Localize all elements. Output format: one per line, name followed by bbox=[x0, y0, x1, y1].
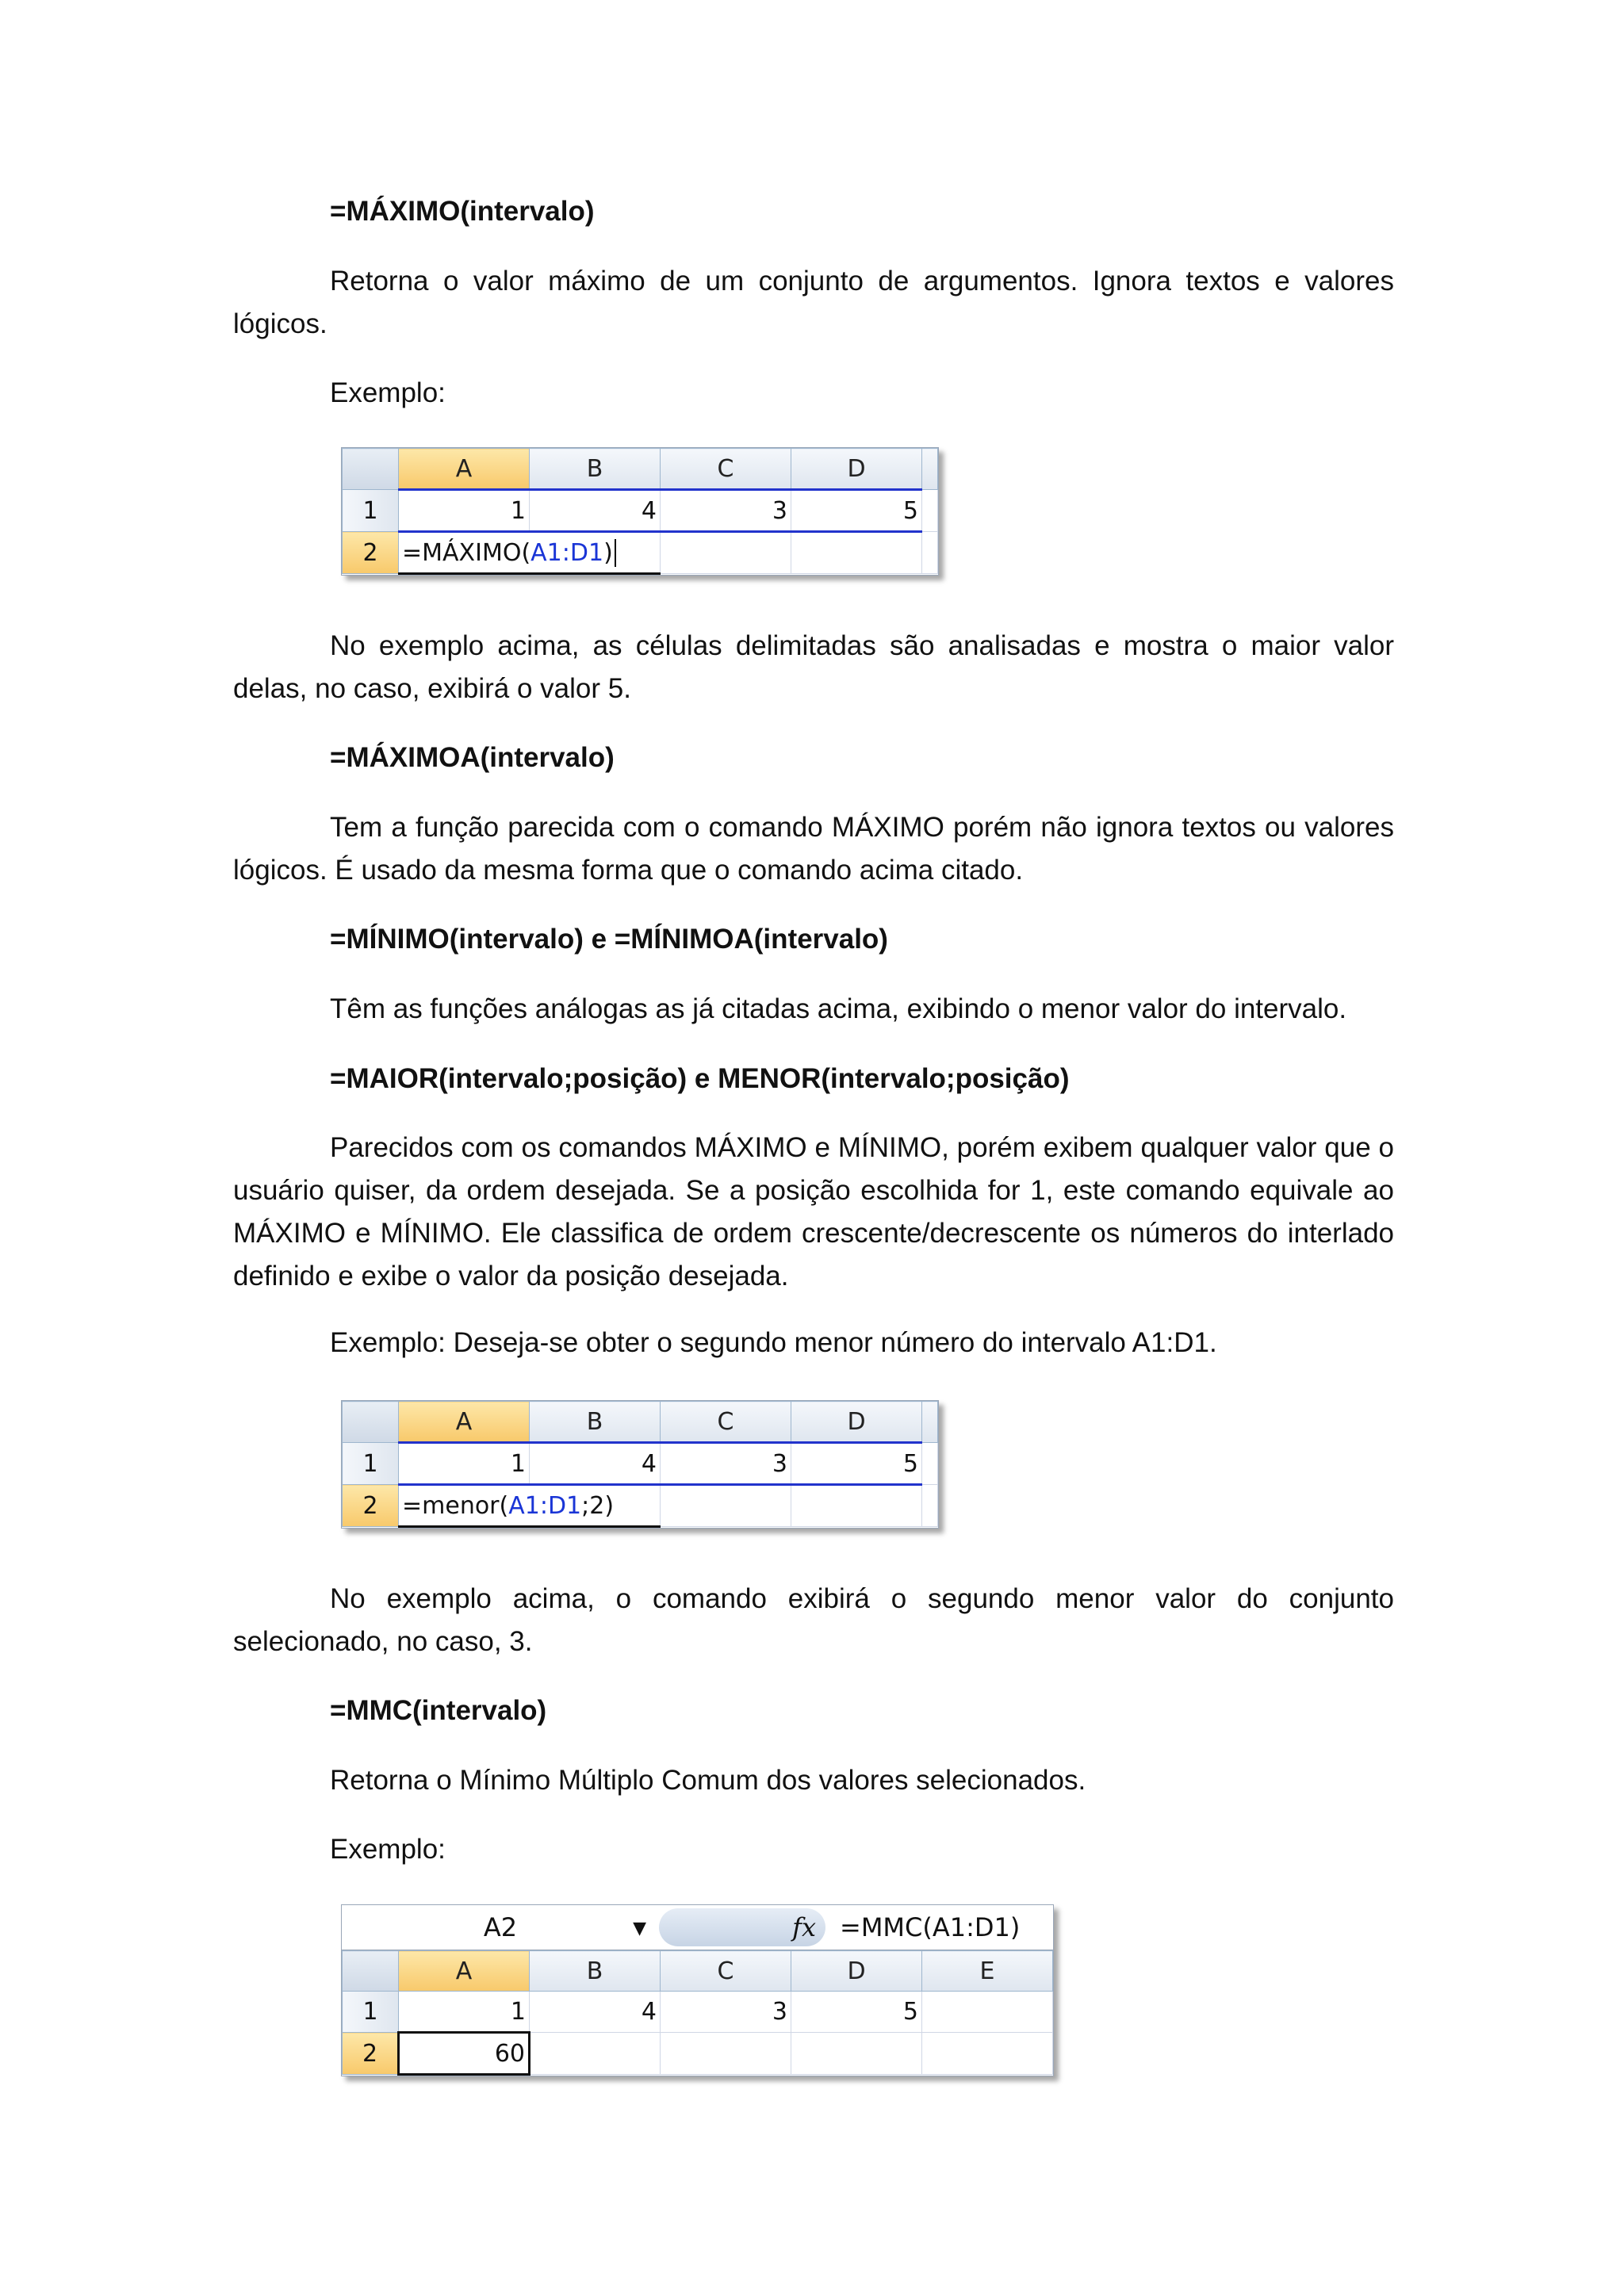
cell-a1[interactable]: 1 bbox=[399, 490, 530, 532]
cell-c2[interactable] bbox=[661, 1485, 791, 1527]
formula-function: =menor( bbox=[402, 1491, 509, 1520]
cell-c1[interactable]: 3 bbox=[661, 490, 791, 532]
cell-e2[interactable] bbox=[922, 1485, 938, 1527]
col-header-a[interactable]: A bbox=[399, 449, 530, 490]
spreadsheet-example-mmc bbox=[341, 1904, 1054, 2076]
paragraph-minimo-desc: Têm as funções análogas as já citadas acima, exibindo o menor valor do intervalo. bbox=[330, 993, 1347, 1024]
exemplo-label: Exemplo: bbox=[330, 377, 446, 408]
heading-maior-menor: =MAIOR(intervalo;posição) e MENOR(intervalo;posição) bbox=[330, 1063, 1070, 1094]
exemplo-mmc-label: Exemplo: bbox=[330, 1834, 446, 1865]
select-all-corner[interactable] bbox=[343, 1402, 399, 1443]
exemplo-menor-label: Exemplo: Deseja-se obter o segundo menor número do intervalo A1:D1. bbox=[330, 1327, 1217, 1358]
col-header-partial bbox=[922, 449, 938, 490]
text-cursor bbox=[615, 539, 616, 567]
col-header-a[interactable]: A bbox=[399, 1402, 530, 1443]
cell-c2[interactable] bbox=[661, 532, 791, 574]
paragraph-maximo-desc: Retorna o valor máximo de um conjunto de argumentos. Ignora textos e valores lógicos. bbox=[233, 266, 1394, 339]
paragraph-maximoa-desc: Tem a função parecida com o comando MÁXIMO porém não ignora textos ou valores lógicos. É usado da mesma forma que o comando acima citado. bbox=[233, 812, 1394, 886]
name-box[interactable] bbox=[342, 1912, 659, 1942]
formula-range-ref: A1:D1 bbox=[530, 538, 604, 567]
cell-b2[interactable] bbox=[530, 2033, 661, 2075]
fx-icon: fx bbox=[792, 1912, 816, 1942]
col-header-d[interactable]: D bbox=[791, 449, 922, 490]
cell-e1[interactable] bbox=[922, 490, 938, 532]
formula-bar bbox=[342, 1905, 1053, 1950]
chevron-down-icon[interactable]: ▼ bbox=[633, 1919, 646, 1938]
col-header-partial bbox=[922, 1402, 938, 1443]
cell-c2[interactable] bbox=[661, 2033, 791, 2075]
cell-e2[interactable] bbox=[922, 2033, 1053, 2075]
heading-maximoa: =MÁXIMOA(intervalo) bbox=[330, 742, 615, 773]
cell-grid bbox=[342, 448, 938, 575]
cell-b1[interactable]: 4 bbox=[530, 1992, 661, 2033]
formula-range-ref: A1:D1 bbox=[508, 1491, 582, 1520]
formula-bar-input[interactable]: =MMC(A1:D1) bbox=[840, 1912, 1021, 1942]
cell-c1[interactable]: 3 bbox=[661, 1992, 791, 2033]
col-header-c[interactable]: C bbox=[661, 1951, 791, 1992]
spreadsheet-example-maximo bbox=[341, 447, 939, 576]
col-header-a[interactable]: A bbox=[399, 1951, 530, 1992]
cell-a2-formula[interactable] bbox=[399, 1485, 661, 1527]
row-header-2[interactable]: 2 bbox=[343, 532, 399, 574]
heading-mmc: =MMC(intervalo) bbox=[330, 1695, 547, 1726]
col-header-e[interactable]: E bbox=[922, 1951, 1053, 1992]
insert-function-button[interactable] bbox=[659, 1908, 825, 1946]
cell-d2[interactable] bbox=[791, 2033, 922, 2075]
heading-maximo: =MÁXIMO(intervalo) bbox=[330, 196, 595, 227]
paragraph-menor-after: No exemplo acima, o comando exibirá o segundo menor valor do conjunto selecionado, no caso, 3. bbox=[233, 1583, 1394, 1657]
cell-a1[interactable]: 1 bbox=[399, 1443, 530, 1485]
col-header-b[interactable]: B bbox=[530, 449, 661, 490]
cell-d1[interactable]: 5 bbox=[791, 1443, 922, 1485]
cell-d1[interactable]: 5 bbox=[791, 1992, 922, 2033]
cell-e2[interactable] bbox=[922, 532, 938, 574]
heading-minimo: =MÍNIMO(intervalo) e =MÍNIMOA(intervalo) bbox=[330, 924, 888, 955]
cell-c1[interactable]: 3 bbox=[661, 1443, 791, 1485]
cell-a2-formula[interactable] bbox=[399, 532, 661, 574]
cell-d1[interactable]: 5 bbox=[791, 490, 922, 532]
cell-b1[interactable]: 4 bbox=[530, 490, 661, 532]
cell-e1[interactable] bbox=[922, 1992, 1053, 2033]
cell-grid bbox=[342, 1950, 1053, 2076]
col-header-c[interactable]: C bbox=[661, 449, 791, 490]
cell-a1[interactable]: 1 bbox=[399, 1992, 530, 2033]
row-header-2[interactable]: 2 bbox=[343, 1485, 399, 1527]
formula-close: ) bbox=[603, 538, 613, 567]
col-header-d[interactable]: D bbox=[791, 1951, 922, 1992]
select-all-corner[interactable] bbox=[343, 1951, 399, 1992]
paragraph-mmc-desc: Retorna o Mínimo Múltiplo Comum dos valores selecionados. bbox=[330, 1765, 1086, 1796]
col-header-d[interactable]: D bbox=[791, 1402, 922, 1443]
paragraph-maximo-after: No exemplo acima, as células delimitadas são analisadas e mostra o maior valor delas, no caso, exibirá o valor 5. bbox=[233, 630, 1394, 704]
row-header-2[interactable]: 2 bbox=[343, 2033, 399, 2075]
name-box-value: A2 bbox=[483, 1912, 518, 1942]
col-header-b[interactable]: B bbox=[530, 1402, 661, 1443]
cell-a2-active[interactable]: 60 bbox=[399, 2033, 530, 2075]
cell-b1[interactable]: 4 bbox=[530, 1443, 661, 1485]
row-header-1[interactable]: 1 bbox=[343, 490, 399, 532]
cell-grid bbox=[342, 1401, 938, 1528]
spreadsheet-example-menor bbox=[341, 1400, 939, 1529]
cell-d2[interactable] bbox=[791, 1485, 922, 1527]
col-header-c[interactable]: C bbox=[661, 1402, 791, 1443]
cell-d2[interactable] bbox=[791, 532, 922, 574]
paragraph-maior-menor-desc: Parecidos com os comandos MÁXIMO e MÍNIMO, porém exibem qualquer valor que o usuário quiser, da ordem desejada. Se a posição escolhida for 1, este comando equivale ao MÁXIMO e MÍNIMO. Ele classifica de ordem crescente/decrescente os números do interlado definido e exibe o valor da posição desejada. bbox=[233, 1132, 1394, 1292]
select-all-corner[interactable] bbox=[343, 449, 399, 490]
row-header-1[interactable]: 1 bbox=[343, 1992, 399, 2033]
cell-e1[interactable] bbox=[922, 1443, 938, 1485]
formula-function: =MÁXIMO( bbox=[402, 538, 531, 567]
col-header-b[interactable]: B bbox=[530, 1951, 661, 1992]
formula-close: ;2) bbox=[581, 1491, 615, 1520]
row-header-1[interactable]: 1 bbox=[343, 1443, 399, 1485]
